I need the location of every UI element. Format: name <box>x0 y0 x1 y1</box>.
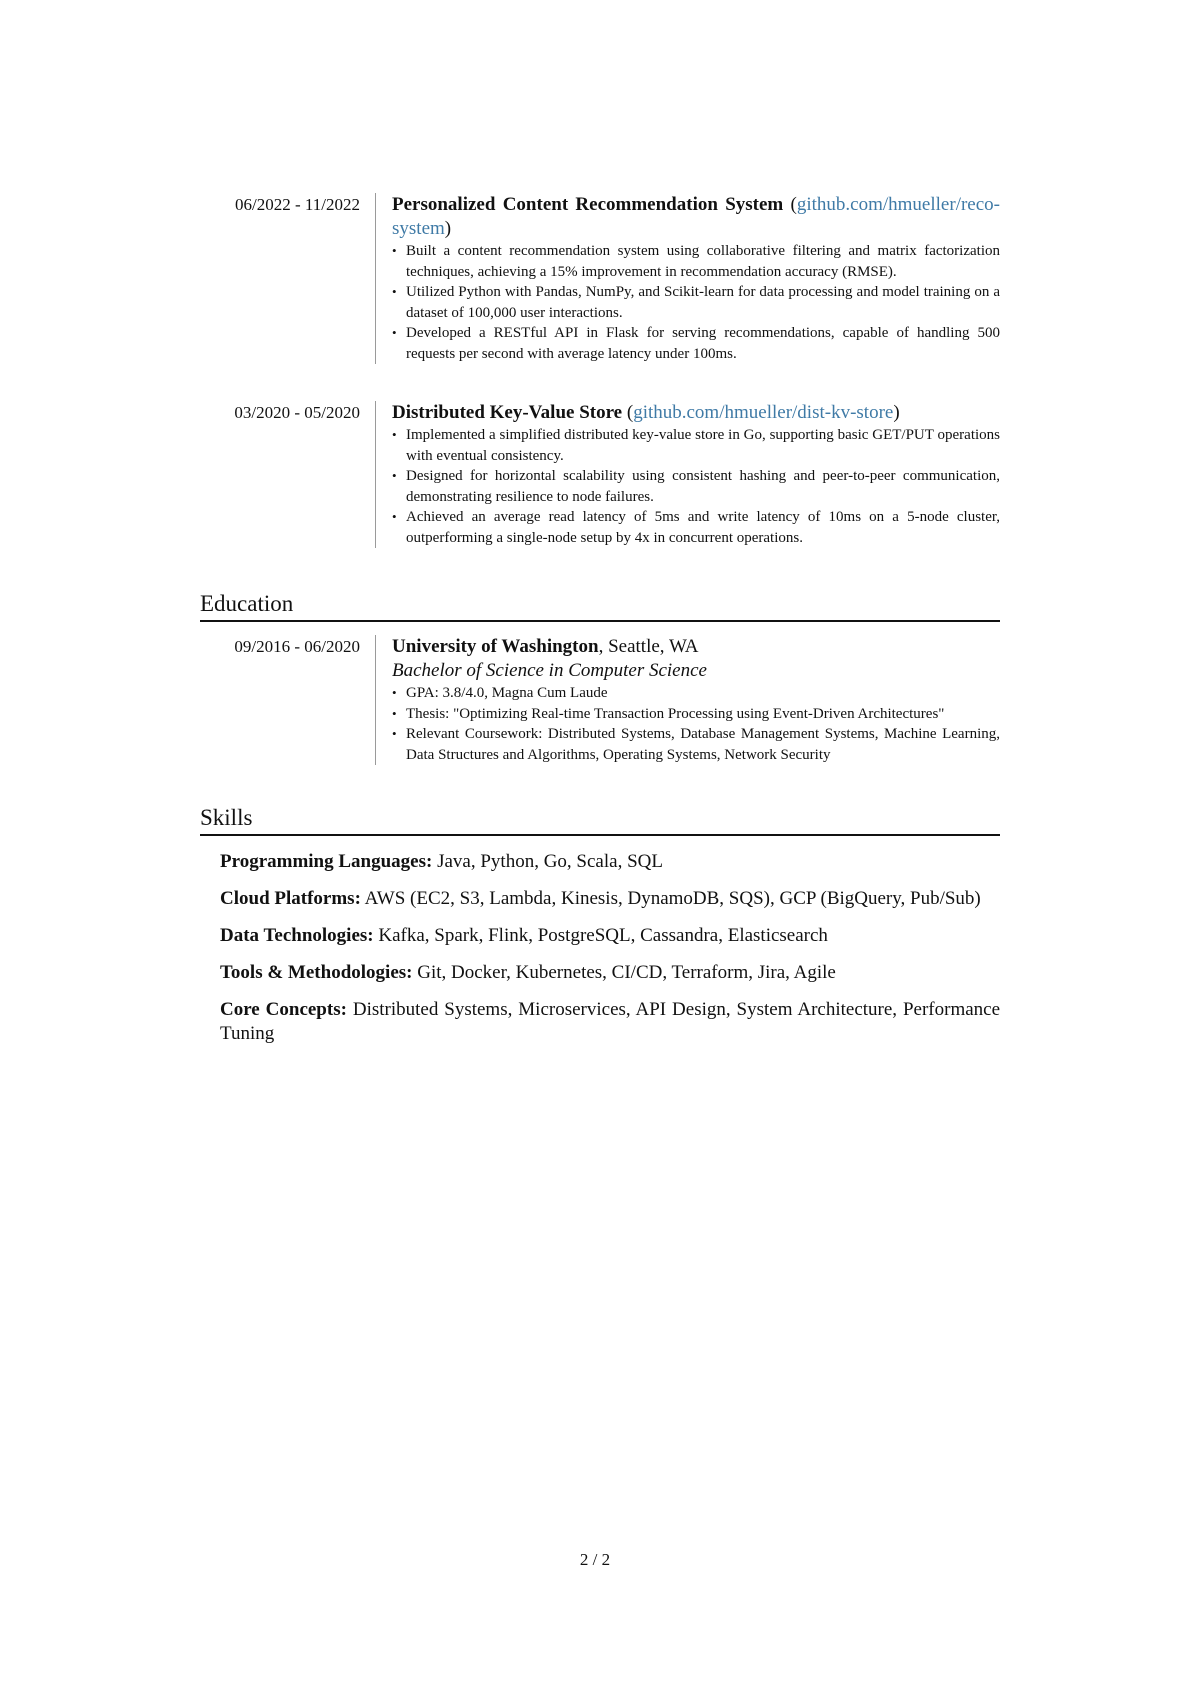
page-number: 2 / 2 <box>579 1550 611 1569</box>
education-title-line <box>392 635 1000 659</box>
project-date: 03/2020 - 05/2020 <box>234 403 360 422</box>
skills-section <box>200 804 1000 1059</box>
list-item: • Relevant Coursework: Distributed Systems, Database Management Systems, Machine Learning, Data Structures and Algorithms, Operating Systems, Network Security <box>392 724 1000 765</box>
skill-label: Data Technologies: <box>220 925 374 946</box>
project-bullets <box>392 425 1000 548</box>
skill-value: Kafka, Spark, Flink, PostgreSQL, Cassandra, Elasticsearch <box>378 925 828 946</box>
skill-row <box>220 887 1000 911</box>
education-body <box>375 635 1000 765</box>
section-heading-education: Education <box>200 590 1000 622</box>
skill-row <box>220 850 1000 874</box>
skill-value: Distributed Systems, Microservices, API Design, System Architecture, Performance Tuning <box>220 999 1001 1044</box>
education-date: 09/2016 - 06/2020 <box>234 637 360 656</box>
list-item: • Developed a RESTful API in Flask for serving recommendations, capable of handling 500 requests per second with average latency under 100ms. <box>392 323 1000 364</box>
project-title-line: Distributed Key-Value Store (github.com/hmueller/dist-kv-store) <box>392 402 900 423</box>
project-title: Distributed Key-Value Store <box>392 402 623 423</box>
skill-value: AWS (EC2, S3, Lambda, Kinesis, DynamoDB, SQS), GCP (BigQuery, Pub/Sub) <box>364 888 981 909</box>
education-section <box>200 590 1000 765</box>
list-item: • Achieved an average read latency of 5ms and write latency of 10ms on a 5-node cluster, outperforming a single-node setup by 4x in concurrent operations. <box>392 507 1000 548</box>
skill-label: Core Concepts: <box>220 999 347 1020</box>
skill-label: Programming Languages: <box>220 851 433 872</box>
section-heading-skills: Skills <box>200 804 1000 836</box>
skill-row <box>220 998 1000 1046</box>
skill-row <box>220 961 1000 985</box>
project-entry <box>200 401 1000 548</box>
project-bullets <box>392 241 1000 364</box>
education-bullets <box>392 683 1000 765</box>
school-name: University of Washington <box>392 636 599 657</box>
skill-label: Tools & Methodologies: <box>220 962 413 983</box>
list-item: • GPA: 3.8/4.0, Magna Cum Laude <box>392 683 1000 704</box>
project-date: 06/2022 - 11/2022 <box>235 195 360 214</box>
skill-row <box>220 924 1000 948</box>
project-title-line: Personalized Content Recommendation System (github.com/hmueller/reco-system) <box>392 194 1000 239</box>
list-item: • Implemented a simplified distributed key-value store in Go, supporting basic GET/PUT operations with eventual consistency. <box>392 425 1000 466</box>
project-title: Personalized Content Recommendation System <box>392 194 784 215</box>
skill-value: Java, Python, Go, Scala, SQL <box>437 851 663 872</box>
project-body <box>375 401 1000 548</box>
skill-label: Cloud Platforms: <box>220 888 361 909</box>
skills-list <box>200 850 1000 1046</box>
skill-value: Git, Docker, Kubernetes, CI/CD, Terraform, Jira, Agile <box>417 962 836 983</box>
school-location: , Seattle, WA <box>598 636 699 657</box>
list-item: • Designed for horizontal scalability using consistent hashing and peer-to-peer communication, demonstrating resilience to node failures. <box>392 466 1000 507</box>
list-item: • Utilized Python with Pandas, NumPy, and Scikit-learn for data processing and model training on a dataset of 100,000 user interactions. <box>392 282 1000 323</box>
list-item: • Thesis: "Optimizing Real-time Transaction Processing using Event-Driven Architectures" <box>392 704 1000 725</box>
education-entry <box>200 635 1000 765</box>
project-link[interactable]: github.com/hmueller/reco-system <box>392 194 1000 239</box>
degree: Bachelor of Science in Computer Science <box>392 660 707 681</box>
project-link[interactable]: github.com/hmueller/dist-kv-store <box>633 402 894 423</box>
list-item: • Built a content recommendation system using collaborative filtering and matrix factorization techniques, achieving a 15% improvement in recommendation accuracy (RMSE). <box>392 241 1000 282</box>
project-body <box>375 193 1000 364</box>
project-entry <box>200 193 1000 364</box>
